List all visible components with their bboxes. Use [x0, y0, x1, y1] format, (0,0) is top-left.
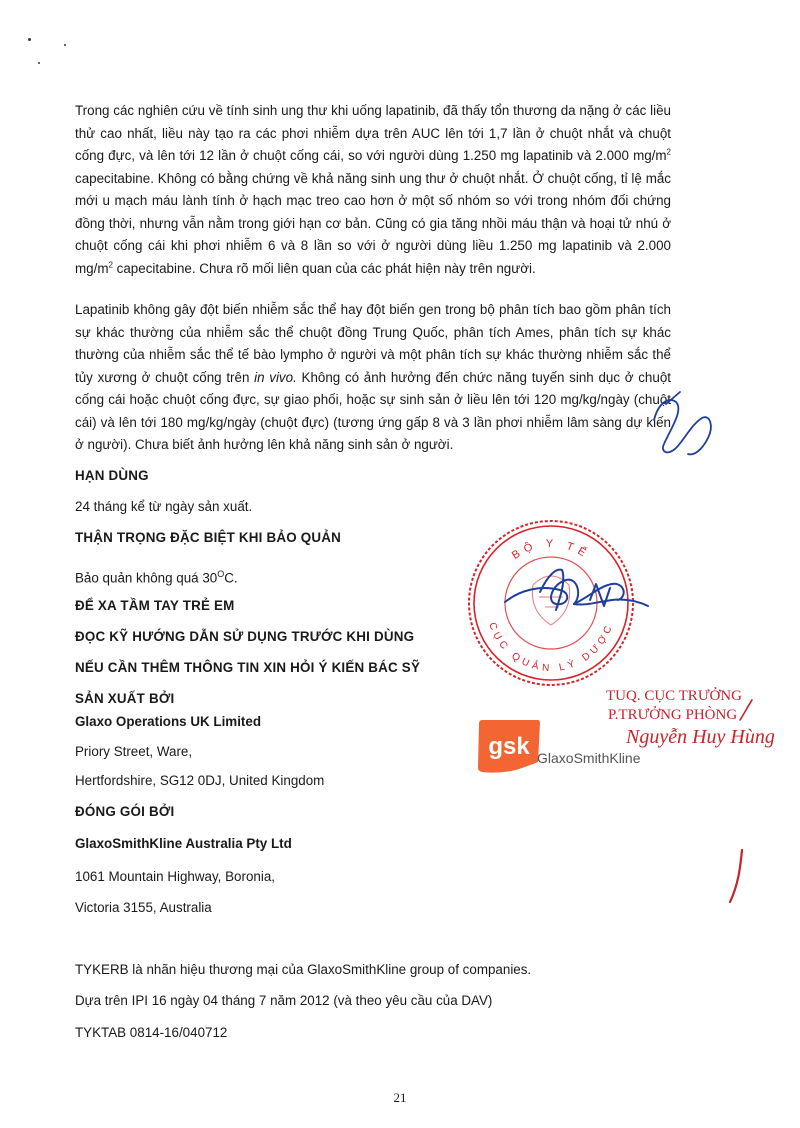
stamp-top-text: BỘ Y TẾ: [509, 537, 593, 562]
para1-sup-2: 2: [108, 260, 113, 270]
page-number: 21: [393, 1090, 407, 1105]
scan-speck: [38, 62, 40, 64]
storage-text-post: C.: [224, 570, 238, 586]
paragraph-mutagenicity: [75, 299, 671, 457]
official-stamp: [463, 515, 638, 690]
manufacturer-address-2: Hertfordshire, SG12 0DJ, United Kingdom: [75, 773, 325, 788]
storage-degree: O: [217, 569, 225, 579]
paragraph-carcinogenicity: [75, 100, 671, 280]
scan-speck: [64, 44, 66, 46]
shelf-life-heading: HẠN DÙNG: [75, 468, 149, 483]
storage-heading: THẬN TRỌNG ĐẶC BIỆT KHI BẢO QUẢN: [75, 530, 342, 545]
scan-speck: [28, 38, 31, 41]
manufacturer-address-1: Priory Street, Ware,: [75, 744, 193, 759]
para1-text-b: capecitabine. Không có bằng chứng về khả năng sinh ung thư ở chuột nhắt. Ở chuột cống, tỉ lệ mắc mới u mạch máu lành tính ở hạch mạc treo cao hơn ở một số nhóm so với trong nhóm đối chứng đồng thời, nhưng vẫn nằm trong giới hạn cơ bản. Cũng có gia tăng nhồi máu thận và hoại tử nhú ở chuột cống cái khi phơi nhiễm 6 và 8 lần so với ở người dùng liều 1.250 mg lapatinib và 2.000 mg/m: [75, 170, 671, 276]
para2-text-a: Lapatinib không gây đột biến nhiễm sắc thể hay đột biến gen trong bộ phân tích bao gồm phân tích sự khác thường của nhiễm sắc thể chuột đồng Trung Quốc, phân tích Ames, phân tích sự khác thường của nhiễm sắc thể tế bào lympho ở người và một phân tích sự khác thường nhiễm sắc thể tủy xương ở chuột cống trên: [75, 302, 671, 385]
para2-italic: in vivo.: [254, 369, 297, 385]
para2-text-b: Không có ảnh hưởng đến chức năng tuyến sinh dục ở chuột cống cái hoặc chuột cống đực, sự giao phối, hoặc sự sinh sản ở liều lên tới 120 mg/kg/ngày (chuột cái) và lên tới 180 mg/kg/ngày (chuột đực) (tương ứng gấp 8 và 3 lần phơi nhiễm lâm sàng dự kiến ở người). Chưa biết ảnh hưởng lên khả năng sinh sản ở người.: [75, 369, 671, 452]
warning-read-instructions: ĐỌC KỸ HƯỚNG DẪN SỬ DỤNG TRƯỚC KHI DÙNG: [75, 629, 415, 644]
reference-note: Dựa trên IPI 16 ngày 04 tháng 7 năm 2012 (và theo yêu cầu của DAV): [75, 993, 493, 1008]
packer-address-1: 1061 Mountain Highway, Boronia,: [75, 869, 275, 884]
trademark-notice: TYKERB là nhãn hiệu thương mại của GlaxoSmithKline group of companies.: [75, 962, 532, 977]
document-code: TYKTAB 0814-16/040712: [75, 1025, 228, 1040]
shelf-life-text: 24 tháng kể từ ngày sản xuất.: [75, 499, 253, 514]
para1-sup-1: 2: [666, 147, 671, 157]
packer-name: GlaxoSmithKline Australia Pty Ltd: [75, 836, 292, 851]
gsk-logo-mark: [476, 716, 542, 776]
para1-text-c: capecitabine. Chưa rõ mối liên quan của các phát hiện này trên người.: [112, 260, 536, 276]
signature-name: Nguyễn Huy Hùng: [626, 726, 775, 748]
packer-address-2: Victoria 3155, Australia: [75, 900, 212, 915]
manufacturer-name: Glaxo Operations UK Limited: [75, 714, 262, 729]
warning-consult-doctor: NẾU CẦN THÊM THÔNG TIN XIN HỎI Ý KIẾN BÁC SỸ: [75, 660, 421, 675]
manufacturer-heading: SẢN XUẤT BỞI: [75, 691, 175, 706]
packer-heading: ĐÓNG GÓI BỞI: [75, 804, 175, 819]
storage-text-pre: Bảo quản không quá 30: [75, 570, 218, 586]
signature-title-1: TUQ. CỤC TRƯỞNG: [606, 688, 742, 704]
storage-text: [75, 565, 238, 587]
red-edge-mark: [730, 850, 742, 902]
gsk-logo-letters: gsk: [488, 733, 530, 760]
signature-title-2: P.TRƯỞNG PHÒNG: [608, 707, 738, 723]
stamp-bottom-text: CỤC QUẢN LÝ DƯỢC: [486, 621, 616, 675]
para1-text-a: Trong các nghiên cứu về tính sinh ung thư khi uống lapatinib, đã thấy tổn thương da nặng ở các liều thử cao nhất, liều này tạo ra các phơi nhiễm dựa trên AUC lên tới 1,7 lần ở chuột nhắt và chuột cống đực, và lên tới 12 lần ở chuột cống cái, so với người dùng 1.250 mg lapatinib và 2.000 mg/m: [75, 103, 671, 163]
gsk-wordmark: GlaxoSmithKline: [537, 750, 641, 766]
warning-children: ĐỂ XA TẦM TAY TRẺ EM: [75, 598, 235, 613]
